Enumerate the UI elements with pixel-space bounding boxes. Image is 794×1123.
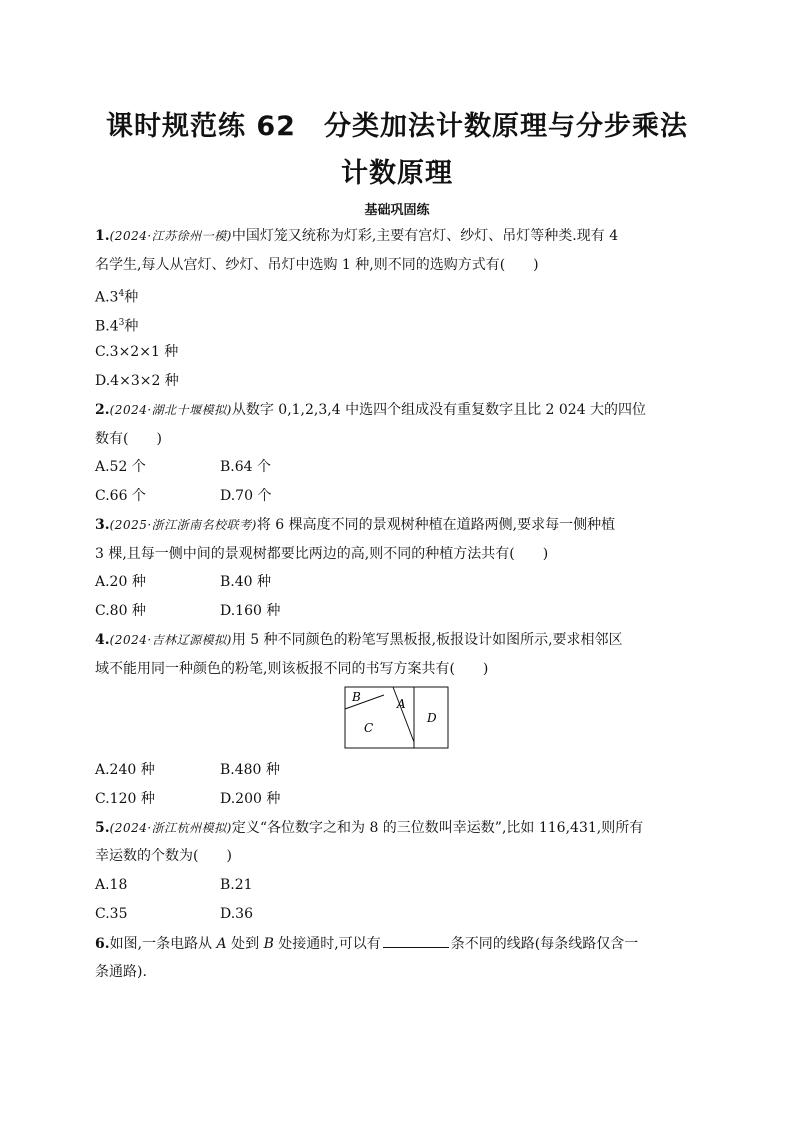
q3-option-a: A.20 种 bbox=[95, 574, 146, 590]
q2-source: (2024·湖北十堰模拟) bbox=[109, 403, 232, 417]
q4-line1 bbox=[95, 630, 705, 650]
q4-text1: 用 5 种不同颜色的粉笔写黑板报,板报设计如图所示,要求相邻区 bbox=[231, 632, 623, 648]
q4-text2: 域不能用同一种颜色的粉笔,则该板报不同的书写方案共有( ) bbox=[95, 661, 489, 677]
q1-option-b: $B.4^3$种 bbox=[95, 318, 139, 335]
q2-number: 2. bbox=[95, 402, 110, 418]
q4-option-a: A.240 种 bbox=[95, 762, 155, 778]
q6-text2: 条通路). bbox=[95, 964, 147, 980]
q5-text1: 定义“各位数字之和为 8 的三位数叫幸运数”,比如 116,431,则所有 bbox=[231, 820, 644, 836]
q4-number: 4. bbox=[95, 632, 110, 648]
q3-source: (2025·浙江浙南名校联考) bbox=[109, 518, 257, 532]
q5-option-b: B.21 bbox=[220, 877, 253, 893]
q1-source: (2024·江苏徐州一模) bbox=[109, 229, 232, 243]
q4-option-d: D.200 种 bbox=[220, 791, 281, 807]
q2-line1 bbox=[95, 400, 705, 420]
q5-option-d: D.36 bbox=[220, 906, 253, 922]
region-label-d: D bbox=[427, 711, 437, 725]
region-label-b: B bbox=[352, 690, 361, 704]
point-b-label: B bbox=[263, 936, 274, 952]
q4-option-b: B.480 种 bbox=[220, 762, 280, 778]
q1-line1 bbox=[95, 226, 705, 246]
q1-text2: 名学生,每人从宫灯、纱灯、吊灯中选购 1 种,则不同的选购方式有( ) bbox=[95, 257, 539, 273]
q6-line1: 6.如图,一条电路从 A 处到 B 处接通时,可以有 条不同的线路(每条线路仅含一 bbox=[95, 933, 705, 954]
q5-option-c: C.35 bbox=[95, 906, 128, 922]
page-title-line2: 计数原理 bbox=[341, 158, 453, 189]
q4-option-c: C.120 种 bbox=[95, 791, 155, 807]
blackboard-regions-figure bbox=[344, 686, 450, 750]
q5-text2: 幸运数的个数为( ) bbox=[95, 848, 232, 864]
q5-line1 bbox=[95, 818, 705, 838]
q1-option-d: D.4×3×2 种 bbox=[95, 373, 179, 389]
q1-option-c: C.3×2×1 种 bbox=[95, 344, 179, 360]
q3-line1 bbox=[95, 515, 705, 535]
figure-divider-b bbox=[345, 695, 384, 709]
q2-option-a: A.52 个 bbox=[95, 459, 146, 475]
q4-source: (2024·吉林辽源模拟) bbox=[109, 633, 232, 647]
section-heading: 基础巩固练 bbox=[364, 203, 430, 218]
answer-blank[interactable] bbox=[383, 933, 449, 948]
q2-option-b: B.64 个 bbox=[220, 459, 272, 475]
q3-text1: 将 6 棵高度不同的景观树种植在道路两侧,要求每一侧种植 bbox=[256, 517, 616, 533]
q3-option-d: D.160 种 bbox=[220, 603, 281, 619]
q2-text1: 从数字 0,1,2,3,4 中选四个组成没有重复数字且比 2 024 大的四位 bbox=[231, 402, 647, 418]
q3-option-c: C.80 种 bbox=[95, 603, 146, 619]
q3-option-b: B.40 种 bbox=[220, 574, 272, 590]
q6-number: 6. bbox=[95, 936, 110, 952]
q2-option-c: C.66 个 bbox=[95, 488, 146, 504]
region-label-a: A bbox=[397, 697, 406, 711]
figure-divider-a bbox=[393, 687, 414, 742]
page-title-line1: 课时规范练 62 分类加法计数原理与分步乘法 bbox=[106, 111, 688, 142]
q3-text2: 3 棵,且每一侧中间的景观树都要比两边的高,则不同的种植方法共有( ) bbox=[95, 546, 549, 562]
q3-number: 3. bbox=[95, 517, 110, 533]
point-a-label: A bbox=[216, 936, 227, 952]
q2-text2: 数有( ) bbox=[95, 431, 162, 447]
q1-number: 1. bbox=[95, 228, 110, 244]
region-label-c: C bbox=[364, 721, 374, 735]
q1-option-a: $A.3^4$种 bbox=[95, 289, 139, 306]
q5-number: 5. bbox=[95, 820, 110, 836]
q2-option-d: D.70 个 bbox=[220, 488, 272, 504]
q5-source: (2024·浙江杭州模拟) bbox=[109, 821, 232, 835]
q1-text1: 中国灯笼又统称为灯彩,主要有宫灯、纱灯、吊灯等种类.现有 4 bbox=[231, 228, 619, 244]
q5-option-a: A.18 bbox=[95, 877, 128, 893]
